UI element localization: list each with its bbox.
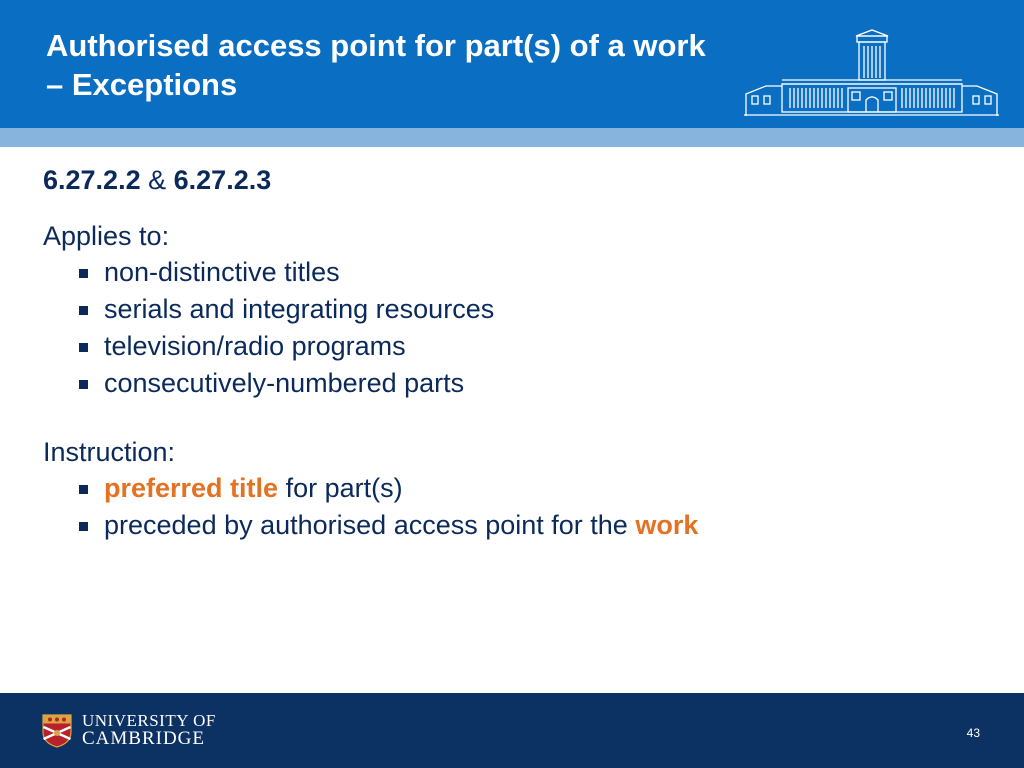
list-item (79, 291, 983, 328)
list-item-text: non-distinctive titles (104, 257, 340, 287)
slide-header (0, 0, 1024, 128)
list-item (79, 328, 983, 365)
slide-title (46, 26, 706, 104)
list-item (79, 470, 983, 507)
instruction-list (43, 470, 983, 544)
rule-reference-b: 6.27.2.3 (173, 165, 272, 195)
square-bullet-icon (79, 269, 88, 278)
slide-body (43, 160, 983, 544)
highlighted-term: work (635, 510, 699, 540)
university-wordmark (82, 712, 216, 748)
highlighted-term: preferred title (104, 473, 279, 503)
senate-house-building-icon (744, 28, 999, 116)
title-line-1: Authorised access point for part(s) of a work (46, 28, 706, 63)
list-item-text: for part(s) (278, 473, 403, 503)
title-line-2: – Exceptions (46, 67, 238, 102)
instruction-heading: Instruction: (43, 437, 176, 467)
square-bullet-icon (79, 485, 88, 494)
square-bullet-icon (79, 522, 88, 531)
list-item-text: serials and integrating resources (104, 294, 495, 324)
list-item-text: preceded by authorised access point for the (104, 510, 636, 540)
rule-reference-ampersand: & (148, 165, 167, 195)
list-item (79, 365, 983, 402)
applies-list (43, 254, 983, 402)
list-item-text: television/radio programs (104, 331, 406, 361)
cambridge-shield-icon (42, 714, 72, 748)
square-bullet-icon (79, 380, 88, 389)
square-bullet-icon (79, 343, 88, 352)
square-bullet-icon (79, 306, 88, 315)
slide-footer (0, 693, 1024, 768)
university-line-1: UNIVERSITY OF (82, 711, 216, 730)
header-stripe (0, 128, 1024, 147)
list-item (79, 507, 983, 544)
applies-heading: Applies to: (43, 221, 170, 251)
rule-reference (43, 160, 983, 200)
list-item (79, 254, 983, 291)
list-item-text: consecutively-numbered parts (104, 368, 465, 398)
university-line-2: CAMBRIDGE (82, 728, 206, 749)
rule-reference-a: 6.27.2.2 (43, 165, 141, 195)
page-number: 43 (966, 726, 980, 740)
